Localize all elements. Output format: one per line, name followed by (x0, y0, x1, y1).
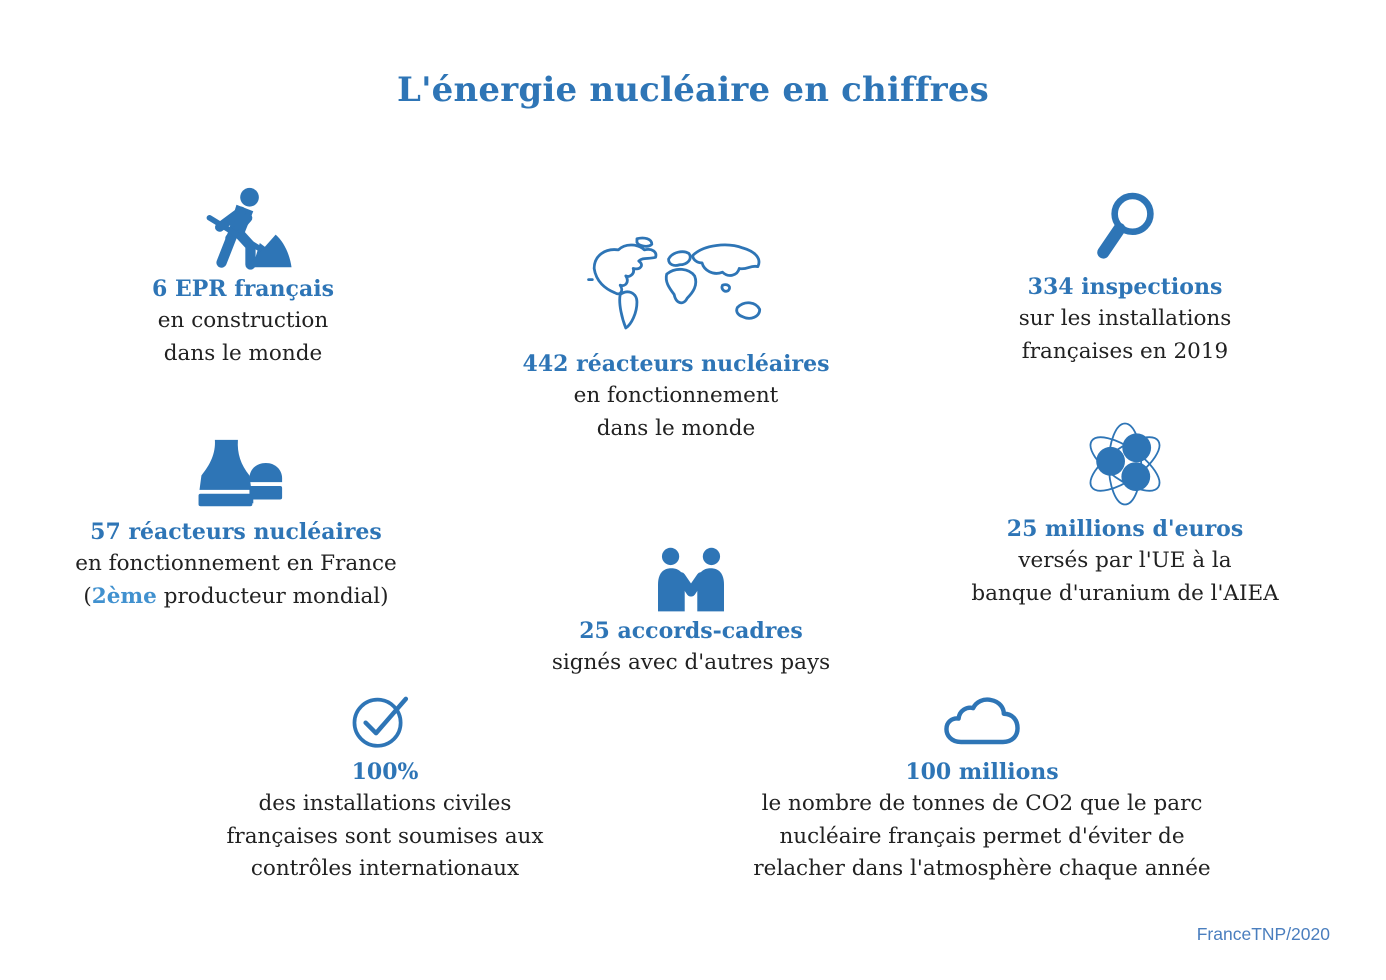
stat-france-reactors (36, 432, 436, 613)
stat-inspections (955, 185, 1295, 368)
construction-worker-icon (190, 187, 296, 271)
stat-text: nucléaire français permet d'éviter de (779, 823, 1185, 849)
stat-text: producteur mondial) (156, 583, 389, 609)
stat-eu-uranium-bank (925, 415, 1325, 610)
handshake-icon (646, 547, 736, 613)
stat-text: signés avec d'autres pays (551, 650, 831, 675)
atom-icon (1080, 419, 1170, 509)
stat-text: versés par l'UE à la (1018, 548, 1232, 573)
magnifying-glass-icon (1093, 190, 1157, 266)
source-credit: FranceTNP/2020 (1196, 924, 1330, 944)
nuclear-plant-icon (186, 438, 286, 511)
stat-text: relacher dans l'atmosphère chaque année (753, 856, 1211, 881)
stat-text: dans le monde (163, 340, 323, 366)
stat-value: 25 millions d'euros (1006, 516, 1244, 542)
stat-text: contrôles internationaux (250, 856, 520, 881)
stat-text: banque d'uranium de l'AIEA (971, 580, 1279, 606)
stat-value: 100 millions (905, 759, 1059, 785)
stat-framework-agreements (501, 545, 881, 680)
stat-epr-construction (73, 185, 413, 370)
world-map-icon (583, 236, 769, 340)
stat-co2-avoided (712, 686, 1252, 886)
co2-cloud-icon (940, 692, 1024, 750)
stat-value: 25 accords-cadres (579, 618, 803, 644)
stat-value: 57 réacteurs nucléaires (90, 519, 382, 545)
stat-text: françaises en 2019 (1021, 338, 1229, 364)
stat-text: ( (83, 583, 92, 609)
rank-highlight: 2ème (91, 583, 157, 609)
check-circle-icon (350, 687, 420, 751)
stat-international-controls (175, 682, 595, 886)
stat-text: le nombre de tonnes de CO2 que le parc (761, 791, 1203, 816)
stat-text: dans le monde (596, 415, 756, 441)
stat-text: en fonctionnement (573, 383, 779, 408)
stat-value: 100% (351, 759, 419, 785)
stat-text: en construction (157, 308, 329, 333)
stat-world-reactors (476, 228, 876, 445)
stat-text: des installations civiles (258, 791, 512, 816)
stat-value: 442 réacteurs nucléaires (522, 351, 830, 377)
stat-text: en fonctionnement en France (75, 551, 397, 576)
stat-text-highlighted (36, 581, 436, 614)
page-title: L'énergie nucléaire en chiffres (396, 70, 990, 110)
stat-value: 334 inspections (1027, 274, 1223, 300)
stat-text: françaises sont soumises aux (226, 823, 544, 849)
stat-value: 6 EPR français (152, 276, 334, 302)
stat-text: sur les installations (1018, 306, 1232, 331)
